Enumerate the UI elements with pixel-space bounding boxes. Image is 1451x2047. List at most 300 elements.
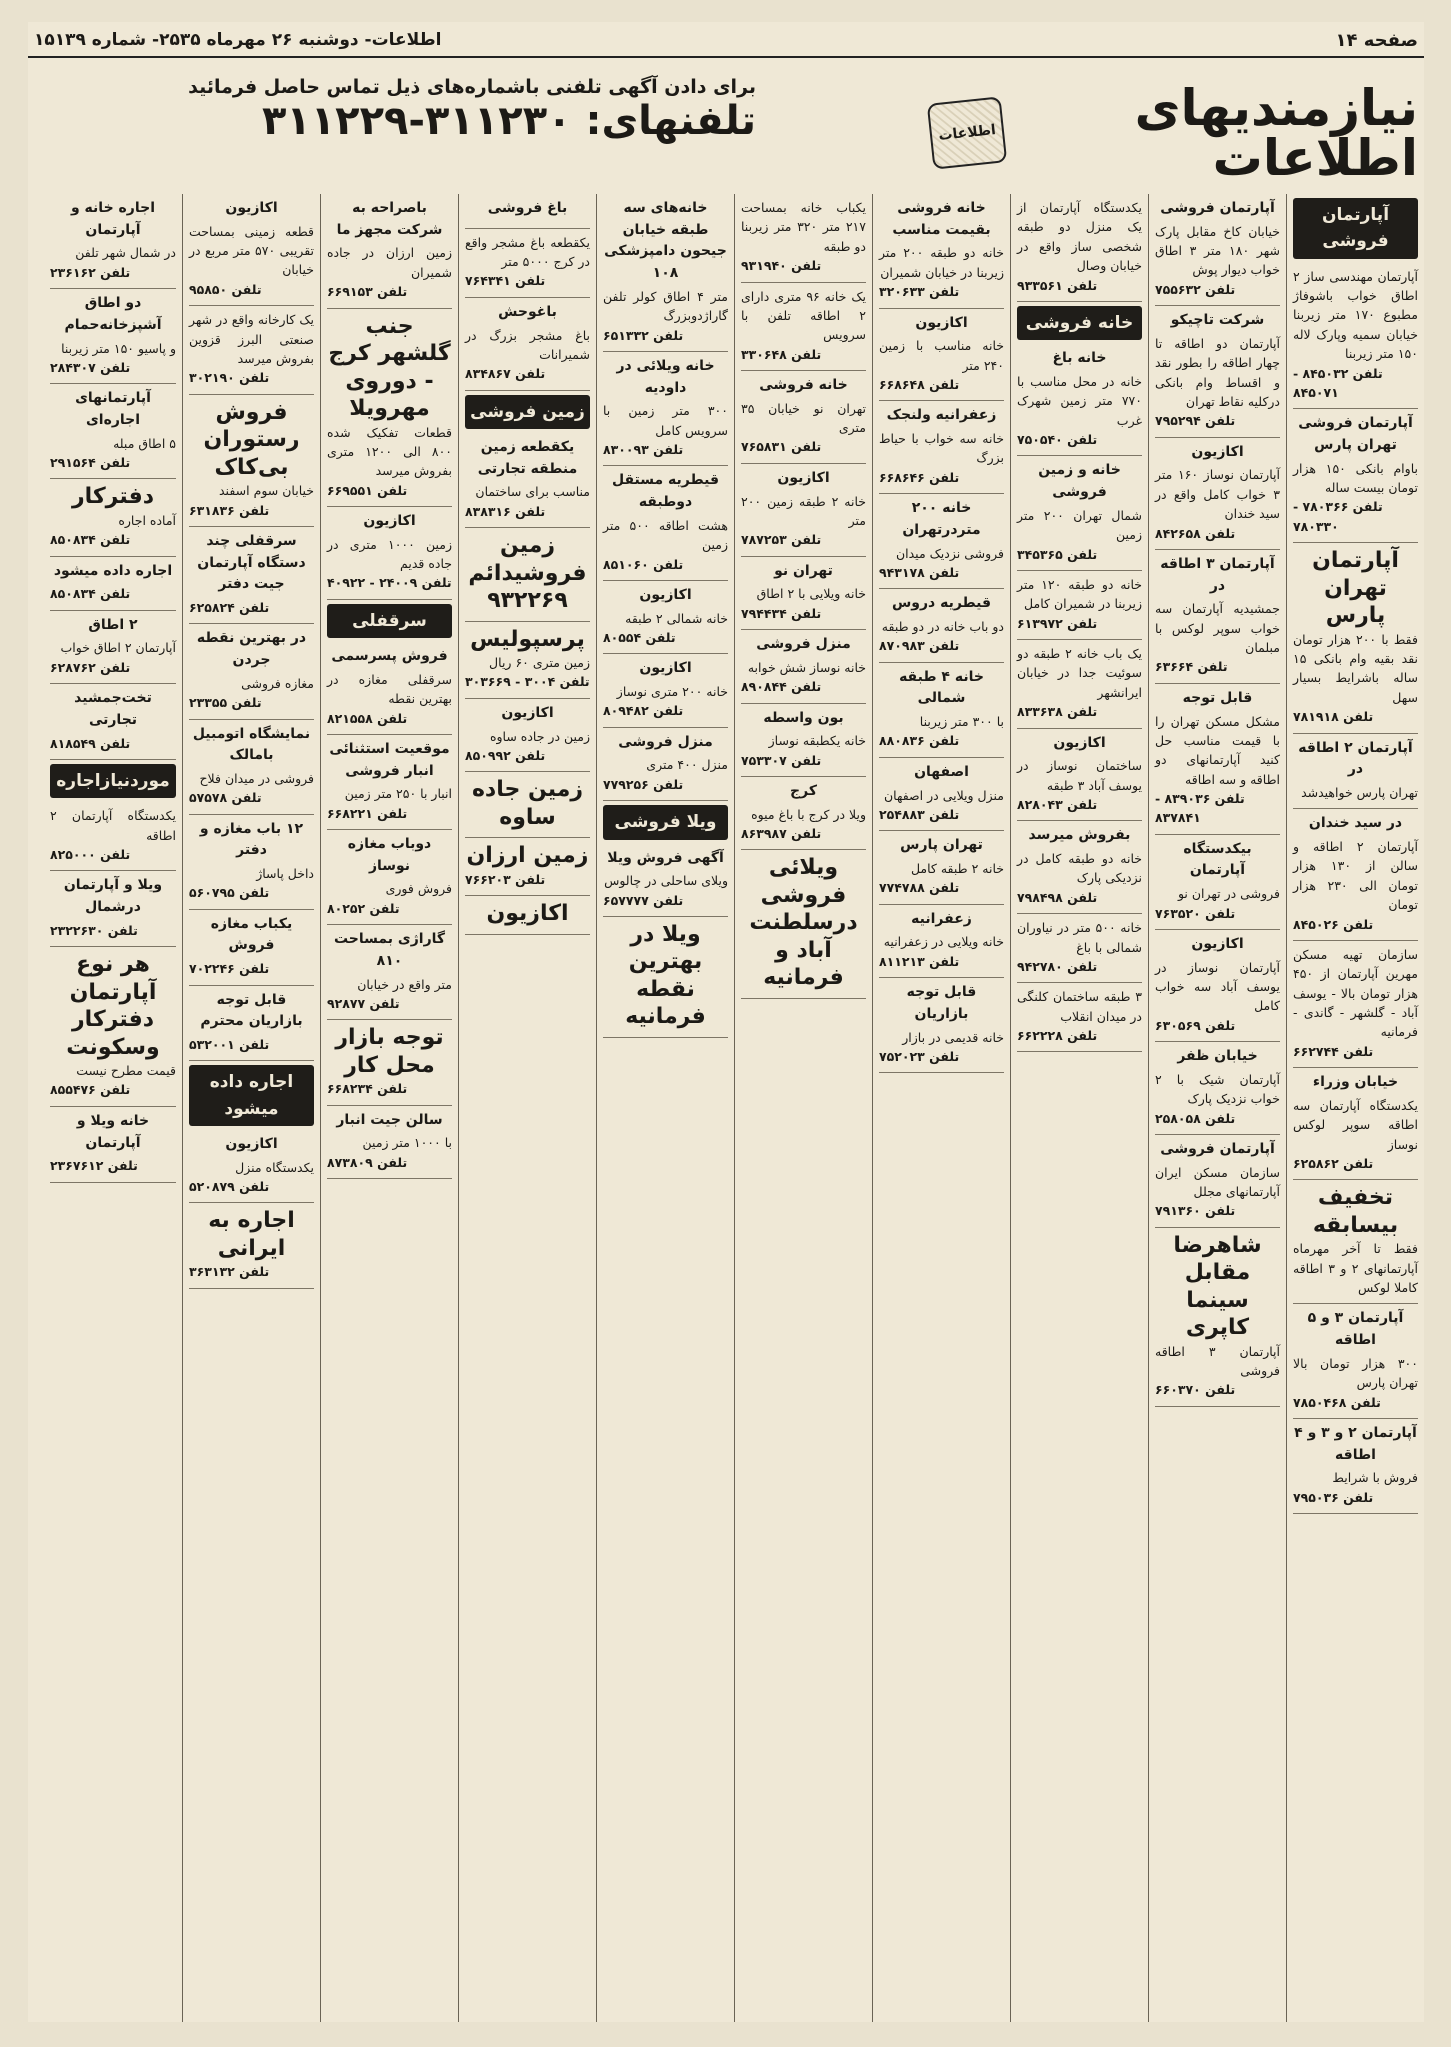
ad-heading: اجاره داده میشود bbox=[53, 562, 173, 579]
ad-heading: اجاره خانه و آپارتمان bbox=[70, 200, 155, 238]
classified-ad bbox=[1155, 194, 1280, 306]
classified-ad bbox=[1155, 438, 1280, 550]
ad-heading: اکازیون bbox=[225, 1135, 278, 1152]
classified-ad bbox=[879, 758, 1004, 831]
ad-phone: تلفن ۸۵۱۰۶۰ bbox=[603, 556, 684, 572]
ad-heading: اکازیون bbox=[639, 660, 692, 677]
ad-phone: تلفن ۳۲۰۶۳۳ bbox=[879, 284, 960, 300]
ad-body: خانه ویلایی در زعفرانیه bbox=[883, 934, 1004, 950]
ad-heading: یکقطعه زمین منطقه تجارتی bbox=[477, 438, 578, 477]
section-banner: زمین فروشی bbox=[465, 395, 590, 429]
ad-phone: تلفن ۶۶۹۵۵۱ bbox=[327, 482, 408, 498]
classified-ad bbox=[465, 699, 590, 772]
ad-heading: آپارتمان ۲ اطاقه در bbox=[1298, 739, 1413, 778]
ad-heading: سالن جیت انبار bbox=[336, 1111, 443, 1128]
ad-body: خانه در محل مناسب با ۷۷۰ متر زمین شهرک غرب bbox=[1017, 373, 1142, 428]
classified-ad bbox=[1293, 1068, 1418, 1180]
column-5 bbox=[734, 194, 872, 2022]
classified-ad bbox=[465, 229, 590, 298]
ad-body: آپارتمان شیک با ۲ خواب نزدیک پارک bbox=[1155, 1071, 1280, 1107]
ad-body: خانه ۲ طبقه زمین ۲۰۰ متر bbox=[741, 493, 866, 528]
ad-heading: ویلا و آپارتمان درشمال bbox=[63, 877, 163, 916]
ad-heading: نمایشگاه اتومبیل بامالک bbox=[192, 725, 311, 764]
ad-phone: تلفن ۹۴۲۷۸۰ bbox=[1017, 958, 1098, 974]
ad-body: مناسب برای ساختمان bbox=[475, 484, 590, 500]
ad-body: داخل پاساژ bbox=[256, 866, 314, 881]
classified-ad bbox=[603, 581, 728, 654]
ad-heading: بیکدستگاه آپارتمان bbox=[1183, 840, 1252, 879]
classified-ad bbox=[327, 925, 452, 1020]
ad-phone: تلفن ۸۴۵۰۳۲ - ۸۴۵۰۷۱ bbox=[1293, 365, 1383, 400]
classified-ad bbox=[50, 802, 176, 871]
ad-body: متر واقع در خیابان bbox=[357, 976, 452, 992]
running-head bbox=[28, 30, 1424, 58]
ad-phone: تلفن ۷۹۴۴۳۴ bbox=[741, 605, 822, 621]
ad-phone: تلفن ۶۵۷۷۷۷ bbox=[603, 892, 684, 908]
ad-display-heading: تخفیف بیسابقه bbox=[1312, 1185, 1399, 1238]
classified-ad bbox=[1017, 983, 1142, 1052]
ad-body: خانه سه خواب با حیاط بزرگ bbox=[879, 431, 1004, 466]
ad-body: دو باب خانه در دو طبقه bbox=[881, 618, 1004, 634]
ad-heading: خانه ویلائی در داودیه bbox=[616, 357, 715, 396]
ad-heading: اصفهان bbox=[914, 763, 969, 780]
ad-heading: دو اطاق آشپزخانه‌حمام bbox=[64, 295, 162, 333]
classified-ad bbox=[1155, 550, 1280, 684]
classified-ad bbox=[603, 194, 728, 352]
classified-ad bbox=[189, 624, 314, 719]
classified-ad bbox=[465, 433, 590, 528]
ad-phone: تلفن ۸۲۸۰۴۳ bbox=[1017, 796, 1098, 812]
ad-display-heading: جنب گلشهر کرج - دوروی مهرویلا bbox=[328, 313, 451, 421]
ad-body: سازمان تهیه مسکن مهرین آپارتمان از ۴۵۰ هزار تومان بالا - یوسف آباد - گلشهر - گاندی - فرمانیه bbox=[1293, 946, 1418, 1040]
classified-ad bbox=[327, 735, 452, 830]
ad-phone: تلفن ۸۳۹۰۳۶ - ۸۳۷۸۴۱ bbox=[1155, 791, 1245, 826]
classified-columns bbox=[28, 194, 1424, 2022]
contact-phones: تلفنهای: ۳۱۱۲۳۰-۳۱۱۲۲۹ bbox=[261, 98, 756, 144]
ad-heading: موقعیت استثنائی انبار فروشی bbox=[329, 740, 450, 779]
ad-heading: قابل توجه بازاریان bbox=[906, 984, 977, 1022]
masthead bbox=[28, 68, 1424, 188]
ad-phone: تلفن ۲۴۰۰۹ - ۴۰۹۲۲ bbox=[327, 575, 452, 591]
emblem-icon: اطلاعات bbox=[927, 96, 1008, 169]
classified-ad bbox=[741, 464, 866, 557]
classified-ad bbox=[879, 905, 1004, 978]
ad-phone: تلفن ۸۳۸۳۱۶ bbox=[465, 503, 546, 519]
column-9 bbox=[182, 194, 320, 2022]
ad-heading: خیابان ظفر bbox=[1177, 1048, 1258, 1065]
classified-ad bbox=[603, 654, 728, 727]
ad-phone: تلفن ۸۷۰۹۸۳ bbox=[879, 638, 960, 654]
ad-display-heading: اجاره به ایرانی bbox=[208, 1208, 295, 1261]
ad-display-heading: ویلا در بهترین نقطه فرمانیه bbox=[625, 921, 706, 1030]
ad-body: خانه یکطبقه نوساز bbox=[768, 733, 866, 749]
ad-body: خانه مناسب با زمین ۲۴۰ متر bbox=[879, 338, 1004, 373]
classified-ad bbox=[465, 298, 590, 391]
ad-heading: قابل توجه بازاریان محترم bbox=[200, 991, 303, 1030]
classified-ad bbox=[603, 352, 728, 467]
classified-ad bbox=[189, 395, 314, 527]
ad-phone: تلفن ۷۹۵۰۳۶ bbox=[1293, 1489, 1374, 1505]
ad-heading: اکازیون bbox=[1191, 443, 1244, 460]
ad-body: آپارتمان مهندسی ساز ۲ اطاق خواب باشوفاژ مطبوع ۱۷۰ متر زیربنا خیابان سمیه وپارک لاله ۱۵۰ متر زیربنا bbox=[1293, 268, 1418, 362]
classified-ad bbox=[879, 978, 1004, 1073]
ad-heading: یکباب مغازه فروش bbox=[210, 915, 293, 954]
ad-phone: تلفن ۷۵۵۶۳۲ bbox=[1155, 281, 1236, 297]
classified-ad bbox=[1017, 571, 1142, 640]
classified-ad bbox=[741, 850, 866, 999]
section-banner: اجاره داده میشود bbox=[189, 1065, 314, 1126]
classified-ad bbox=[189, 194, 314, 306]
ad-heading: اکازیون bbox=[915, 314, 968, 331]
section-banner: آپارتمان فروشی bbox=[1293, 198, 1418, 259]
ad-display-heading: آپارتمان تهران پارس bbox=[1312, 548, 1399, 629]
classified-ad bbox=[879, 831, 1004, 904]
classified-ad bbox=[189, 1203, 314, 1288]
ad-phone: تلفن ۸۳۴۸۶۷ bbox=[465, 366, 546, 382]
classified-ad bbox=[1293, 263, 1418, 410]
classified-ad bbox=[327, 830, 452, 925]
ad-heading: سرقفلی چند دستگاه آپارتمان جیت دفتر bbox=[197, 532, 306, 593]
classified-ad bbox=[1155, 1228, 1280, 1407]
ad-body: فقط با ۲۰۰ هزار تومان نقد بقیه وام بانکی ۱۵ ساله باشرایط بسیار سهل bbox=[1293, 631, 1418, 705]
ad-phone: تلفن ۷۶۵۸۳۱ bbox=[741, 439, 822, 455]
ad-heading: خانه باغ bbox=[1052, 350, 1107, 367]
ad-phone: تلفن ۸۱۱۲۱۳ bbox=[879, 953, 960, 969]
ad-body: سازمان مسکن ایران آپارتمانهای مجلل bbox=[1155, 1164, 1280, 1199]
ad-heading: کرج bbox=[790, 782, 817, 799]
classified-ad bbox=[465, 896, 590, 935]
ad-body: قیمت مطرح نیست bbox=[76, 1063, 176, 1079]
ad-phone: تلفن ۸۰۹۴۸۲ bbox=[603, 703, 684, 719]
classified-ad bbox=[1017, 821, 1142, 914]
classified-ad bbox=[327, 1020, 452, 1105]
ad-phone: تلفن ۸۶۳۹۸۷ bbox=[741, 826, 822, 841]
ad-heading: خانه ۲۰۰ متردرتهران bbox=[902, 500, 981, 538]
ad-phone: تلفن ۷۰۲۲۴۶ bbox=[189, 961, 270, 977]
ad-phone: تلفن ۵۳۲۰۰۱ bbox=[189, 1036, 270, 1052]
ad-heading: آپارتمان فروشی bbox=[1160, 1140, 1275, 1157]
ad-heading: آپارتمانهای اجاره‌ای bbox=[75, 390, 151, 428]
ad-phone: تلفن ۷۹۸۴۹۸ bbox=[1017, 889, 1098, 905]
ad-heading: آگهی فروش ویلا bbox=[607, 849, 724, 866]
column-8 bbox=[320, 194, 458, 2022]
column-2 bbox=[1148, 194, 1286, 2022]
classified-ad bbox=[50, 871, 176, 947]
column-7 bbox=[458, 194, 596, 2022]
classified-ad bbox=[1155, 306, 1280, 438]
ad-phone: تلفن ۲۹۱۵۶۴ bbox=[50, 455, 131, 470]
ad-body: ۵ اطاق مبله bbox=[113, 435, 176, 451]
ad-phone: تلفن ۳۰۲۱۹۰ bbox=[189, 370, 270, 386]
ad-phone: تلفن ۷۹۱۳۶۰ bbox=[1155, 1203, 1236, 1219]
ad-heading: منزل فروشی bbox=[756, 636, 851, 653]
ad-body: باوام بانکی ۱۵۰ هزار تومان بیست ساله bbox=[1293, 460, 1418, 496]
ad-phone: تلفن ۸۳۳۶۳۸ bbox=[1017, 704, 1098, 720]
classified-ad bbox=[603, 466, 728, 581]
classified-ad bbox=[879, 401, 1004, 494]
ad-phone: تلفن ۶۶۸۲۳۴ bbox=[327, 1081, 408, 1097]
ad-phone: تلفن ۳۰۰۴ - ۳۰۳۶۶۹ bbox=[465, 674, 590, 690]
section-banner: موردنیازاجاره bbox=[50, 764, 176, 798]
ad-body: زمین متری ۶۰ ریال bbox=[489, 655, 590, 671]
classified-ad bbox=[1293, 809, 1418, 941]
classified-ad bbox=[603, 728, 728, 801]
ad-heading: قابل توجه bbox=[1182, 689, 1253, 706]
ad-body: فروشی در تهران نو bbox=[1177, 886, 1280, 902]
ad-heading: آپارتمان ۳ و ۵ اطاقه bbox=[1307, 1310, 1404, 1349]
ad-heading: خانه ویلا و آپارتمان bbox=[76, 1112, 150, 1151]
classified-ad bbox=[1155, 835, 1280, 930]
classified-ad bbox=[189, 815, 314, 910]
ad-heading: زعفرانیه ولنجک bbox=[886, 407, 997, 424]
ad-heading: اکازیون bbox=[1053, 734, 1106, 751]
classified-ad bbox=[465, 772, 590, 838]
classified-ad bbox=[879, 309, 1004, 402]
ad-display-heading: زمین ارزان bbox=[466, 843, 589, 869]
ad-phone: تلفن ۸۱۸۵۴۹ bbox=[50, 735, 131, 751]
classified-ad bbox=[50, 194, 176, 289]
section-banner: خانه فروشی bbox=[1017, 306, 1142, 340]
classified-ad bbox=[50, 289, 176, 384]
ad-phone: تلفن ۷۶۶۲۰۳ bbox=[465, 871, 546, 887]
ad-heading: تخت‌جمشید تجارتی bbox=[74, 690, 152, 728]
ad-heading: باغوحش bbox=[498, 303, 557, 320]
ad-body: شمال تهران ۲۰۰ متر زمین bbox=[1017, 507, 1142, 543]
ad-body: خانه شمالی ۲ طبقه bbox=[625, 610, 728, 626]
ad-phone: تلفن ۶۳۰۵۶۹ bbox=[1155, 1017, 1236, 1033]
ad-phone: تلفن ۷۶۳۵۲۰ bbox=[1155, 905, 1236, 921]
ad-body: خانه ۵۰۰ متر در نیاوران شمالی با باغ bbox=[1017, 920, 1142, 955]
ad-phone: تلفن ۳۶۳۱۳۲ bbox=[189, 1264, 270, 1280]
classified-ad bbox=[50, 1107, 176, 1183]
ad-phone: تلفن ۸۴۲۶۵۸ bbox=[1155, 525, 1236, 541]
ad-display-heading: پرسپولیس bbox=[470, 626, 585, 652]
classified-ad bbox=[1293, 1304, 1418, 1419]
ad-heading: باغ فروشی bbox=[487, 200, 568, 216]
classified-ad bbox=[50, 557, 176, 611]
ad-body: سرقفلی مغازه در بهترین نقطه bbox=[327, 671, 452, 707]
classified-ad bbox=[741, 283, 866, 372]
ad-body: تهران پارس خواهیدشد bbox=[1301, 784, 1418, 800]
classified-ad bbox=[741, 557, 866, 630]
ad-body: یکدستگاه منزل bbox=[235, 1159, 314, 1175]
ad-body: آپارتمان ۲ اطاق خواب bbox=[60, 640, 176, 656]
classified-ad bbox=[189, 910, 314, 986]
classified-ad bbox=[465, 194, 590, 229]
ad-display-heading: زمین جاده ساوه bbox=[471, 777, 584, 830]
classified-ad bbox=[741, 194, 866, 283]
ad-body: یک خانه ۹۶ متری دارای ۲ اطاقه تلفن با سرویس bbox=[741, 288, 866, 343]
ad-phone: تلفن ۵۲۰۸۷۹ bbox=[189, 1179, 270, 1194]
ad-phone: تلفن ۳۳۰۶۴۸ bbox=[741, 346, 822, 362]
ad-phone: تلفن ۳۴۵۳۶۵ bbox=[1017, 546, 1098, 562]
ad-body: زمین ارزان در جاده شمیران bbox=[327, 245, 452, 280]
ad-heading: دوباب مغازه نوساز bbox=[347, 836, 432, 874]
ad-body: ۳۰۰ هزار تومان بالا تهران پارس bbox=[1293, 1355, 1418, 1391]
section-banner: سرقفلی bbox=[327, 604, 452, 638]
classified-ad bbox=[327, 1106, 452, 1179]
ad-body: مشکل مسکن تهران را با قیمت مناسب حل کنید آپارتمانهای دو اطاقه و سه اطاقه bbox=[1155, 713, 1280, 787]
ad-heading: خیابان وزراء bbox=[1312, 1074, 1399, 1091]
column-6 bbox=[596, 194, 734, 2022]
ad-body: خانه قدیمی در بازار bbox=[902, 1029, 1004, 1045]
ad-heading: در سید خندان bbox=[1308, 815, 1403, 832]
ad-body: یکقطعه باغ مشجر واقع در کرج ۵۰۰۰ متر bbox=[465, 234, 590, 270]
ad-phone: تلفن ۶۶۸۲۲۱ bbox=[327, 805, 408, 821]
classified-ad bbox=[1155, 1135, 1280, 1228]
column-1 bbox=[1286, 194, 1424, 2022]
ad-phone: تلفن ۲۳۲۲۶۳۰ bbox=[50, 922, 138, 938]
ad-phone: تلفن ۶۲۵۸۲۴ bbox=[189, 600, 270, 615]
ad-phone: تلفن ۸۵۵۴۷۶ bbox=[50, 1082, 131, 1098]
ad-phone: تلفن ۸۴۵۰۲۶ bbox=[1293, 916, 1374, 932]
ad-phone: تلفن ۷۵۲۰۲۳ bbox=[879, 1048, 960, 1064]
ad-phone: تلفن ۹۲۸۷۷ bbox=[327, 995, 400, 1011]
ad-phone: تلفن ۶۶۸۶۴۶ bbox=[879, 469, 960, 485]
ad-body: قطعات تفکیک شده ۸۰۰ الی ۱۲۰۰ متری بفروش میرسد bbox=[327, 424, 453, 479]
section-banner: ویلا فروشی bbox=[603, 805, 728, 839]
ad-heading: آپارتمان ۲ و ۳ و ۴ اطاقه bbox=[1294, 1424, 1417, 1463]
ad-display-heading: شاهرضا مقابل سینما کاپری bbox=[1173, 1232, 1262, 1341]
classified-ad bbox=[741, 371, 866, 464]
ad-heading: شرکت تاچیکو bbox=[1170, 312, 1265, 329]
ad-body: ۳۰۰ متر زمین با سرویس کامل bbox=[603, 403, 728, 438]
classified-ad bbox=[879, 663, 1004, 758]
ad-heading: ۱۲ باب مغازه و دفتر bbox=[199, 820, 304, 859]
classified-ad bbox=[189, 527, 314, 624]
classified-ad bbox=[50, 479, 176, 556]
ad-phone: تلفن ۲۳۶۷۶۱۲ bbox=[50, 1158, 138, 1174]
ad-display-heading: ویلائی فروشی درسلطنت آباد و فرمانیه bbox=[749, 855, 858, 991]
ad-display-heading: زمین فروشیدائم ۹۳۲۲۶۹ bbox=[468, 533, 587, 614]
ad-body: ویلای ساحلی در چالوس bbox=[604, 873, 728, 889]
ad-body: یک کارخانه واقع در شهر صنعتی البرز قزوین بفروش میرسد bbox=[189, 312, 314, 366]
ad-body: آپارتمان نوساز در یوسف آباد سه خواب کامل bbox=[1155, 959, 1280, 1014]
ad-phone: تلفن ۷۷۹۲۵۶ bbox=[603, 776, 684, 792]
ad-phone: تلفن ۸۵۰۹۹۲ bbox=[465, 747, 546, 763]
ad-body: مغازه فروشی bbox=[241, 675, 314, 691]
classified-ad bbox=[327, 642, 452, 735]
ad-display-heading: فروش رستوران بی‌کاک bbox=[203, 399, 300, 480]
contact-intro: برای دادن آگهی تلفنی باشماره‌های ذیل تماس حاصل فرمائید bbox=[188, 76, 756, 98]
ad-body: خیابان کاخ مقابل پارک شهر ۱۸۰ متر ۳ اطاق خواب دیوار پوش bbox=[1155, 223, 1281, 278]
classified-ad bbox=[1155, 684, 1280, 835]
classified-ad bbox=[741, 704, 866, 777]
ad-heading: فروش پسرسمی bbox=[331, 648, 448, 665]
ad-body: خانه نوساز شش خوابه bbox=[747, 659, 866, 675]
classified-ad bbox=[1017, 344, 1142, 456]
ad-body: متر ۴ اطاق کولر تلفن گاراژدوبزرگ bbox=[603, 288, 728, 324]
classified-ad bbox=[50, 611, 176, 684]
column-4 bbox=[872, 194, 1010, 2022]
ad-phone: تلفن ۸۵۰۸۳۴ bbox=[50, 586, 131, 602]
ad-body: هشت اطاقه ۵۰۰ متر زمین bbox=[603, 517, 728, 553]
ad-body: فقط تا آخر مهرماه آپارتمانهای ۲ و ۳ اطاقه کاملا لوکس bbox=[1293, 1241, 1418, 1296]
ad-body: خانه دو طبقه ۲۰۰ متر زیربنا در خیابان شمیران bbox=[879, 245, 1004, 280]
column-10 bbox=[44, 194, 182, 2022]
ad-heading: بون واسطه bbox=[763, 709, 844, 726]
classified-ad bbox=[327, 194, 452, 309]
ad-phone: تلفن ۸۲۱۵۵۸ bbox=[327, 710, 408, 726]
page-number: صفحه ۱۴ bbox=[1335, 30, 1418, 51]
ad-phone: تلفن ۵۷۵۷۸ bbox=[189, 790, 262, 806]
ad-body: زمین در جاده ساوه bbox=[489, 728, 590, 744]
ad-phone: تلفن ۶۲۵۸۶۲ bbox=[1293, 1155, 1374, 1171]
classified-ad bbox=[1017, 914, 1142, 983]
ad-heading: ۲ اطاق bbox=[88, 616, 138, 633]
classified-ad bbox=[50, 384, 176, 479]
ad-heading: اکازیون bbox=[363, 513, 416, 529]
ad-phone: تلفن ۷۸۷۲۵۳ bbox=[741, 532, 822, 548]
ad-heading: اکازیون bbox=[1191, 935, 1244, 952]
ad-phone: تلفن ۶۶۲۲۲۸ bbox=[1017, 1028, 1098, 1044]
ad-phone: تلفن ۷۹۵۲۹۴ bbox=[1155, 413, 1236, 429]
classified-ad bbox=[327, 507, 452, 600]
ad-heading: خانه‌های سه طبقه خیابان جیحون دامپزشکی ۱۰۸ bbox=[604, 200, 727, 282]
ad-body: با ۱۰۰۰ متر زمین bbox=[362, 1135, 452, 1151]
classified-ad bbox=[741, 777, 866, 850]
ad-phone: تلفن ۸۳۰۰۹۳ bbox=[603, 442, 684, 457]
ad-heading: اکازیون bbox=[777, 469, 830, 486]
ad-body: ساختمان نوساز در یوسف آباد ۳ طبقه bbox=[1017, 758, 1142, 793]
classified-ad bbox=[879, 494, 1004, 589]
ad-phone: تلفن ۷۸۱۹۱۸ bbox=[1293, 709, 1374, 725]
ad-phone: تلفن ۲۳۳۵۵ bbox=[189, 695, 262, 711]
ad-phone: تلفن ۷۷۴۷۸۸ bbox=[879, 880, 960, 896]
ad-body: یکدستگاه آپارتمان از یک منزل دو طبقه شخصی ساز واقع در خیابان وصال bbox=[1017, 200, 1142, 274]
ad-phone: تلفن ۸۰۲۵۲ bbox=[327, 900, 400, 916]
ad-heading: اکازیون bbox=[225, 200, 278, 216]
ad-phone: تلفن ۶۵۱۳۳۲ bbox=[603, 327, 684, 343]
classified-ad bbox=[1293, 734, 1418, 810]
ad-phone: تلفن ۷۸۵۰۴۶۸ bbox=[1293, 1394, 1381, 1410]
ad-heading: خانه فروشی bbox=[759, 377, 848, 393]
ad-phone: تلفن ۲۳۶۱۶۲ bbox=[50, 264, 131, 280]
ad-phone: تلفن ۵۶۰۷۹۵ bbox=[189, 885, 270, 901]
classified-ad bbox=[741, 630, 866, 703]
ad-phone: تلفن ۷۶۴۳۴۱ bbox=[465, 273, 546, 289]
ad-heading: آپارتمان ۳ اطاقه در bbox=[1160, 555, 1275, 594]
classified-ad bbox=[879, 194, 1004, 309]
ad-heading: آپارتمان فروشی bbox=[1160, 200, 1275, 216]
ad-body: ۳ طبقه ساختمان کلنگی در میدان انقلاب bbox=[1017, 989, 1142, 1024]
ad-body: زمین ۱۰۰۰ متری در جاده قدیم bbox=[327, 536, 452, 572]
ad-phone: تلفن ۶۳۶۶۴ bbox=[1155, 659, 1228, 675]
ad-phone: تلفن ۷۸۰۳۶۶ - ۷۸۰۳۳۰ bbox=[1293, 499, 1383, 534]
page-title: نیازمندیهای اطلاعات bbox=[1134, 79, 1418, 187]
ad-body: تهران نو خیابان ۳۵ متری bbox=[741, 400, 866, 436]
ad-body: یکدستگاه آپارتمان سه اطاقه سوپر لوکس نوساز bbox=[1293, 1097, 1418, 1152]
issue-line: اطلاعات- دوشنبه ۲۶ مهرماه ۲۵۳۵- شماره ۱۵۱۳۹ bbox=[34, 30, 442, 50]
classified-ad bbox=[1293, 941, 1418, 1068]
ad-body: فروشی در میدان فلاح bbox=[199, 770, 314, 786]
ad-body: با ۳۰۰ متر زیربنا bbox=[919, 714, 1004, 730]
ad-phone: تلفن ۸۵۰۸۳۴ bbox=[50, 532, 131, 548]
ad-body: خانه دو طبقه ۱۲۰ متر زیربنا در شمیران کامل bbox=[1017, 576, 1142, 612]
ad-heading: بفروش میرسد bbox=[1028, 827, 1131, 844]
ad-heading: در بهترین نقطه جردن bbox=[196, 630, 307, 669]
classified-ad bbox=[603, 844, 728, 917]
ad-heading: آپارتمان فروشی تهران پارس bbox=[1298, 415, 1413, 453]
ad-body: خیابان سوم اسفند bbox=[219, 483, 314, 499]
ad-phone: تلفن ۹۴۳۱۷۸ bbox=[879, 564, 960, 580]
ad-phone: تلفن ۸۷۳۸۰۹ bbox=[327, 1154, 408, 1170]
ad-phone: تلفن ۶۲۸۷۶۲ bbox=[50, 659, 131, 675]
ad-phone: تلفن ۷۵۰۵۴۰ bbox=[1017, 432, 1098, 448]
ad-phone: تلفن ۲۸۴۳۰۷ bbox=[50, 359, 131, 375]
classified-ad bbox=[603, 917, 728, 1038]
ad-heading: قیطریه مستقل دوطبقه bbox=[611, 472, 720, 511]
